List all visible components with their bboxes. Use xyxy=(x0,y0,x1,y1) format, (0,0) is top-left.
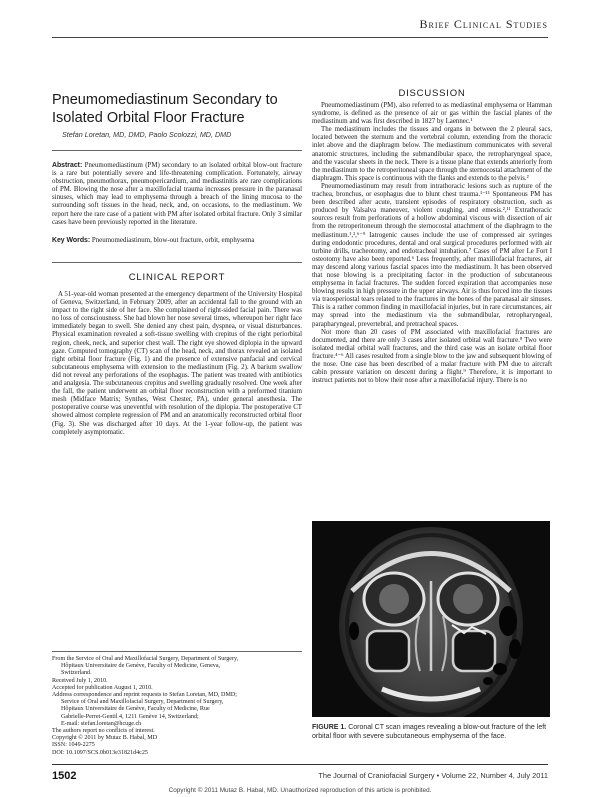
copyright-notice: Copyright © 2011 Mutaz B. Habal, MD. Unauthorized reproduction of this article is prohibited. xyxy=(168,787,432,794)
figure-caption xyxy=(312,724,552,741)
correspondence-line: Hôpitaux Universitaire de Genève, Faculty of Medicine, Rue xyxy=(61,706,210,713)
affiliation-line: From the Service of Oral and Maxillofacial Surgery, Department of Surgery, xyxy=(52,656,239,662)
abstract-text: Pneumomediastinum (PM) secondary to an isolated orbital blow-out fracture is a rare but potentially severe and life-threatening complication. Fortunately, airway obstruction, pneumothorax, pneumopericardium, and mediastinitis are rare complications of PM. Blowing the nose after a maxillofacial trauma increases pressure in the paranasal sinuses, which may lead to emphysema through a breach of the lining mucosa to the surrounding soft tissues in the head, neck, and, on occasions, to the mediastinum. We report here the rare case of a patient with PM after isolated orbital fracture. Only 3 similar cases have been previously reported in the literature. xyxy=(52,162,302,226)
affiliations xyxy=(52,656,302,757)
figure-label: FIGURE 1. xyxy=(312,724,347,731)
abstract-label: Abstract: xyxy=(52,162,83,169)
journal-citation: The Journal of Craniofacial Surgery • Volume 22, Number 4, July 2011 xyxy=(318,771,548,780)
header-rule xyxy=(52,37,548,38)
page-number: 1502 xyxy=(52,770,77,782)
affiliation-line: Hôpitaux Universitaire de Genève, Faculty of Medicine, Geneva, xyxy=(61,663,221,670)
affiliation-line: Switzerland. xyxy=(61,670,92,677)
correspondence-email: E-mail: stefan.loretan@hcuge.ch xyxy=(61,720,142,727)
discussion-paragraph: Pneumomediastinum may result from intrathoracic lesions such as rupture of the trachea, bronchus, or esophagus due to blunt chest trauma.¹⁻¹¹ Spontaneous PM has been described after acute, transient episodes of respiratory obstruction, such as produced by Valsalva maneuver, violent coughing, and emesis.²,¹¹ Extrathoracic sources result from perforations of a hollow abdominal viscous with dissection of air from the retroperitoneum through the sternocostal attachment of the diaphragm to the mediastinum.¹,²,⁶⁻⁹ Iatrogenic causes include the use of compressed air syringes during endodontic procedures, dental and oral surgical procedures performed with air turbine drills, tracheotomy, and endotracheal intubation.⁷ Cases of PM after Le Fort I osteotomy have also been reported.⁶ Less frequently, after maxillofacial fractures, air may descend along various fascial spaces into the mediastinum. It has been observed that nose blowing is a precipitating factor in the production of subcutaneous emphysema in facial fractures. The sudden forced expiration that accompanies nose blowing results in high pressure in the upper airways. Air is thus forced into the tissues via traosperiostal tears related to the fractures in the bones of the paranasal air sinuses. This is a rather common finding in maxillofacial injuries, but in rare circumstances, air may spread into the mediastinum via the submandibular, retropharyngeal, parapharyngeal, prevertebral, and pretracheal spaces. xyxy=(312,182,552,328)
accepted-date: Accepted for publication August 1, 2010. xyxy=(52,684,153,691)
ct-scan-illustration xyxy=(312,521,550,717)
copyright-line: Copyright © 2011 by Mutaz B. Habal, MD xyxy=(52,735,158,742)
clinical-report-paragraph: A 51-year-old woman presented at the emergency department of the University Hospital of Geneva, Switzerland, in February 2009, after an accidental fall to the ground with an impact to the right side of her face. She complained of right-sided facial pain. There was no loss of consciousness. She had blown her nose several times, whereupon her right face immediately began to swell. She denied any chest pain, dyspnea, or visual disturbances. Physical examination revealed a soft-tissue swelling with crepitus of the right periorbital region, cheek, neck, and superior chest wall. The right eye showed diplopia in the upward gaze. Computed tomography (CT) scan of the head, neck, and thorax revealed an isolated right orbital floor fracture (Fig. 1) and the presence of extensive panfacial and cervical subcutaneous emphysema with extension to the mediastinum (Fig. 2). A barium swallow did not reveal any perforations of the esophagus. The patient was treated with antibiotics and analgesia. The subcutaneous crepitus and swelling gradually resolved. One week after the fall, the patient underwent an orbital floor reconstruction with a preformed titanium mesh (Midface Matrix; Synthes, West Chester, PA), under general anesthesia. The postoperative course was uneventful with resolution of the diplopia. The postoperative CT showed almost complete regression of PM and an anatomically reconstructed orbital floor (Fig. 3). She was discharged after 10 days. At the 1-year follow-up, the patient was completely asymptomatic. xyxy=(52,291,302,436)
article-title: Pneumomediastinum Secondary to Isolated Orbital Floor Fracture xyxy=(52,92,278,126)
discussion-paragraph: The mediastinum includes the tissues and organs in between the 2 pleural sacs, located between the sternum and the vertebral column, extending from the thoracic inlet above and the diaphragm below. The mediastinum communicates with several anatomic structures, including the submandibular space, the retropharyngeal space, and the vascular sheets in the neck. There is a tissue plane that extends anteriorly from the mediastinum to the retroperitoneal space through the sternocostal attachment of the diaphragm. This space is continuous with the flanks and extends to the pelvis.² xyxy=(312,126,552,182)
keywords-label: Key Words: xyxy=(52,237,91,244)
keywords-text: Pneumomediastinum, blow-out fracture, orbit, emphysema xyxy=(91,237,255,244)
doi-line: DOI: 10.1097/SCS.0b013e31821d4c25 xyxy=(52,749,148,756)
figure-1-ct-image xyxy=(312,521,550,717)
article-authors: Stefan Loretan, MD, DMD, Paolo Scolozzi, MD, DMD xyxy=(62,130,232,139)
clinical-report-section xyxy=(52,291,302,437)
affiliation-rule xyxy=(52,651,302,652)
correspondence-line: Gabrielle-Perret-Gentil 4, 1211 Genève 14, Switzerland; xyxy=(61,713,199,720)
abstract xyxy=(52,162,302,227)
correspondence-line: Address correspondence and reprint requests to Stefan Loretan, MD, DMD; xyxy=(52,692,237,699)
discussion-paragraph: Pneumomediastinum (PM), also referred to as mediastinal emphysema or Hamman syndrome, is defined as the presence of air or gas within the fascial planes of the mediastinum and was first described in 1827 by Laennec.¹ xyxy=(312,102,552,126)
running-head: Brief Clinical Studies xyxy=(419,17,548,31)
discussion-section xyxy=(312,102,552,385)
figure-caption-text: Coronal CT scan images revealing a blow-out fracture of the left orbital floor with severe subcutaneous emphysema of the face. xyxy=(312,724,547,740)
clinical-report-heading: CLINICAL REPORT xyxy=(128,272,226,283)
discussion-paragraph: Not more than 20 cases of PM associated with maxillofacial fractures are documented, and there are only 3 cases after isolated orbital wall fracture.⁸ Two were isolated medial orbital wall fractures, and the third case was an isolate orbital floor fracture.⁴⁻⁶ All cases resulted from a single blow to the jaw and subsequent blowing of the nose. One case has been described of a malar fracture with PM due to aircraft cabin pressure variation on descent during a flight.⁹ Therefore, it is important to instruct patients not to blow their nose after a maxillofacial injury. There is no xyxy=(312,328,552,385)
keywords-rule xyxy=(52,262,302,263)
discussion-heading: DISCUSSION xyxy=(398,88,466,99)
footer-rule xyxy=(52,764,548,765)
correspondence-line: Service of Oral and Maxillofacial Surgery, Department of Surgery, xyxy=(61,699,224,706)
conflict-statement: The authors report no conflicts of interest. xyxy=(52,728,155,735)
received-date: Received July 1, 2010. xyxy=(52,677,108,684)
keywords xyxy=(52,237,302,245)
title-rule xyxy=(52,150,302,151)
issn-line: ISSN: 1049-2275 xyxy=(52,742,95,749)
